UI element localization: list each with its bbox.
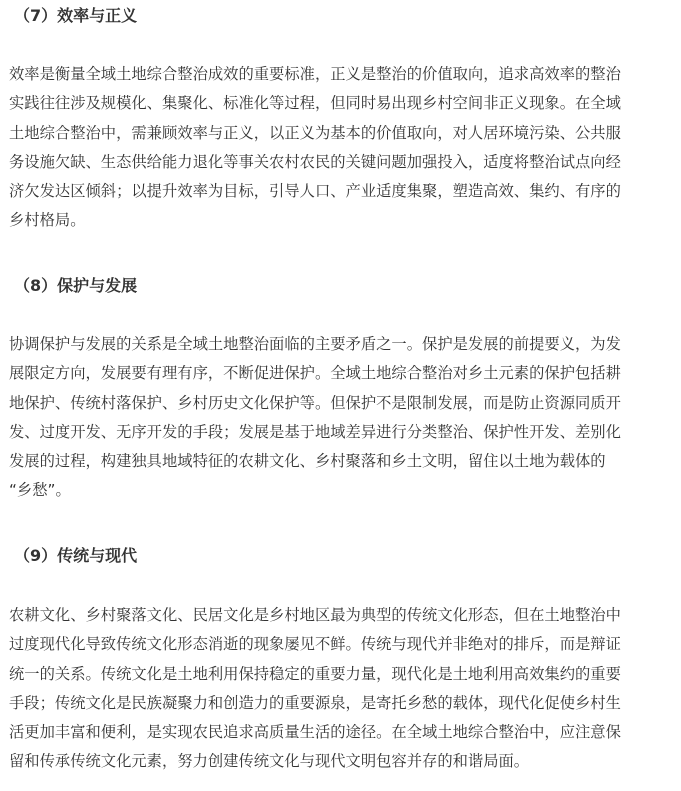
section-heading: （9）传统与现代 [14,546,138,565]
section-efficiency-justice [0,4,681,28]
paragraph-line: 效率是衡量全域土地综合整治成效的重要标准，正义是整治的价值取向，追求高效率的整治 [9,65,621,83]
paragraph-line: 手段；传统文化是民族凝聚力和创造力的重要源泉，是寄托乡愁的载体，现代化促使乡村生 [9,693,621,712]
paragraph-line: 展限定方向，发展要有理有序，不断促进保护。全域土地综合整治对乡土元素的保护包括耕 [9,364,621,383]
section-protection-development [0,274,681,298]
paragraph-line: 农耕文化、乡村聚落文化、民居文化是乡村地区最为典型的传统文化形态，但在土地整治中 [9,606,621,624]
paragraph-line: 留和传承传统文化元素，努力创建传统文化与现代文明包容并存的和谐局面。 [9,752,530,771]
paragraph-line: 地保护、传统村落保护、乡村历史文化保护等。但保护不是限制发展，而是防止资源同质开 [9,393,621,412]
paragraph-line: “乡愁”。 [9,481,71,500]
section-paragraph [0,601,673,777]
paragraph-line: 乡村格局。 [9,211,86,230]
section-tradition-modernity [0,544,681,568]
paragraph-line: 协调保护与发展的关系是全域土地整治面临的主要矛盾之一。保护是发展的前提要义，为发 [9,335,621,353]
section-heading: （8）保护与发展 [14,276,138,295]
paragraph-line: 济欠发达区倾斜；以提升效率为目标，引导人口、产业适度集聚，塑造高效、集约、有序的 [9,182,621,201]
paragraph-line: 发、过度开发、无序开发的手段；发展是基于地域差异进行分类整治、保护性开发、差别化 [9,422,621,441]
paragraph-line: 实践往往涉及规模化、集聚化、标准化等过程，但同时易出现乡村空间非正义现象。在全域 [9,94,621,113]
section-protection-development-body [0,330,681,506]
paragraph-line: 土地综合整治中，需兼顾效率与正义，以正义为基本的价值取向，对人居环境污染、公共服 [9,123,621,142]
section-heading: （7）效率与正义 [14,6,138,25]
section-paragraph [0,330,673,506]
paragraph-line: 务设施欠缺、生态供给能力退化等事关农村农民的关键问题加强投入，适度将整治试点向经 [9,152,621,171]
section-tradition-modernity-body [0,601,681,777]
paragraph-line: 过度现代化导致传统文化形态消逝的现象屡见不鲜。传统与现代并非绝对的排斥，而是辩证 [9,635,621,654]
paragraph-line: 统一的关系。传统文化是土地利用保持稳定的重要力量，现代化是土地利用高效集约的重要 [9,664,621,683]
paragraph-line: 发展的过程，构建独具地域特征的农耕文化、乡村聚落和乡土文明，留住以土地为载体的 [9,452,606,471]
section-efficiency-justice-body [0,60,681,236]
paragraph-line: 活更加丰富和便利，是实现农民追求高质量生活的途径。在全域土地综合整治中，应注意保 [9,723,621,742]
section-paragraph [0,60,673,236]
